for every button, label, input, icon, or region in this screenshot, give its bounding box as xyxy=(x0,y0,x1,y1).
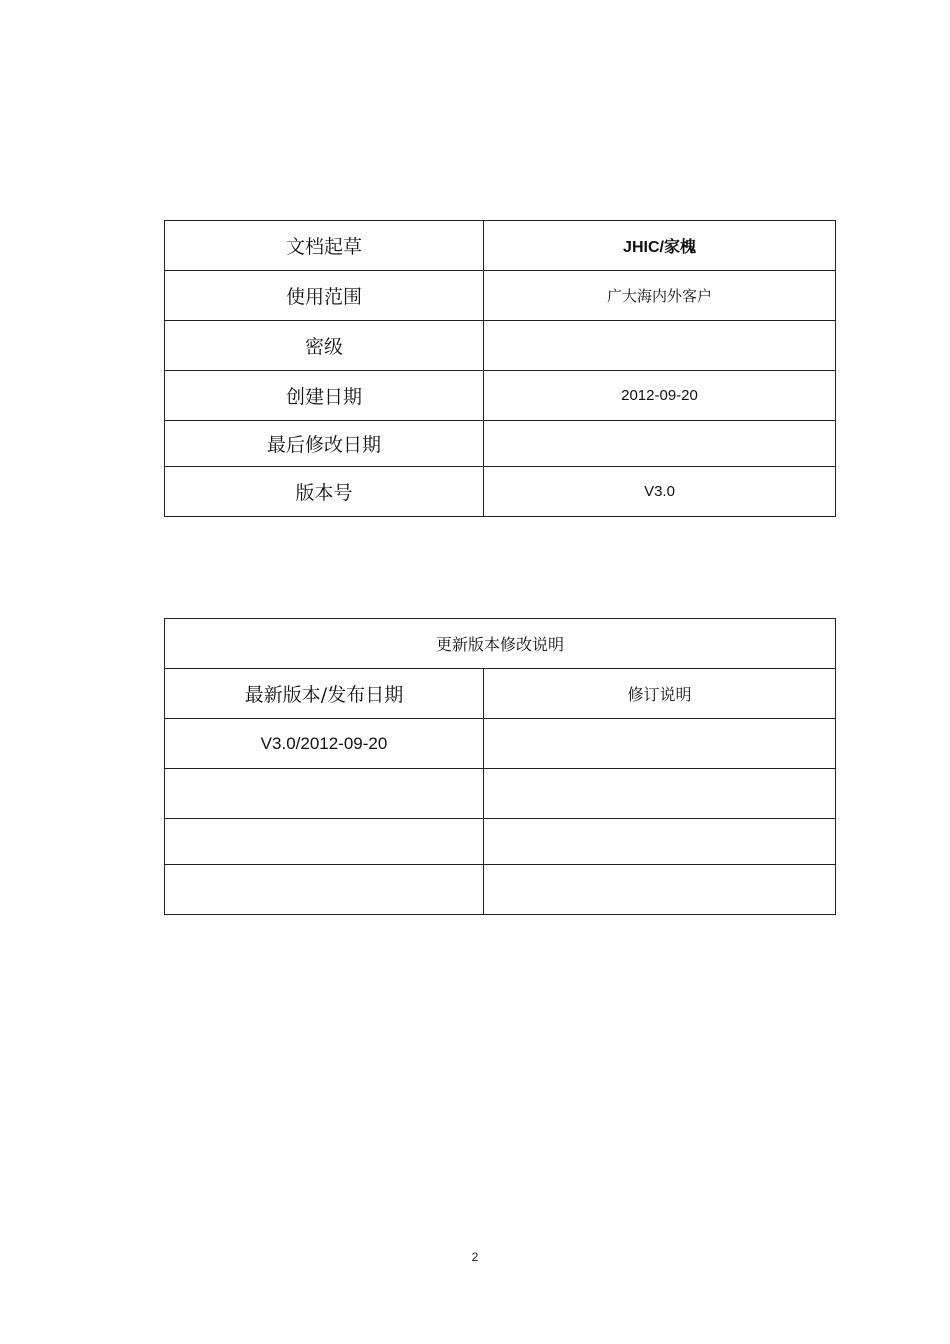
document-info-table xyxy=(164,220,836,517)
table-row xyxy=(165,719,836,769)
table-row xyxy=(165,271,836,321)
version-label: 版本号 xyxy=(165,467,484,517)
revision-version-date xyxy=(165,819,484,865)
table-row xyxy=(165,865,836,915)
table-row xyxy=(165,467,836,517)
last-modified-value xyxy=(484,421,836,467)
table-row xyxy=(165,819,836,865)
scope-label: 使用范围 xyxy=(165,271,484,321)
drafter-value: JHIC/家槐 xyxy=(484,221,836,271)
security-level-value xyxy=(484,321,836,371)
revision-version-date xyxy=(165,769,484,819)
revision-table-title: 更新版本修改说明 xyxy=(165,619,836,669)
revision-notes xyxy=(484,865,836,915)
scope-value: 广大海内外客户 xyxy=(484,271,836,321)
version-date-header: 最新版本/发布日期 xyxy=(165,669,484,719)
revision-version-date xyxy=(165,865,484,915)
created-date-label: 创建日期 xyxy=(165,371,484,421)
revision-notes-header: 修订说明 xyxy=(484,669,836,719)
page-number: 2 xyxy=(471,1250,479,1264)
created-date-value: 2012-09-20 xyxy=(484,371,836,421)
revision-notes xyxy=(484,819,836,865)
table-row xyxy=(165,421,836,467)
drafter-label: 文档起草 xyxy=(165,221,484,271)
table-row xyxy=(165,669,836,719)
table-row xyxy=(165,619,836,669)
revision-history-table xyxy=(164,618,836,915)
table-row xyxy=(165,769,836,819)
last-modified-label: 最后修改日期 xyxy=(165,421,484,467)
revision-notes xyxy=(484,719,836,769)
table-row xyxy=(165,371,836,421)
security-level-label: 密级 xyxy=(165,321,484,371)
revision-version-date: V3.0/2012-09-20 xyxy=(165,719,484,769)
table-row xyxy=(165,221,836,271)
revision-notes xyxy=(484,769,836,819)
table-row xyxy=(165,321,836,371)
version-value: V3.0 xyxy=(484,467,836,517)
